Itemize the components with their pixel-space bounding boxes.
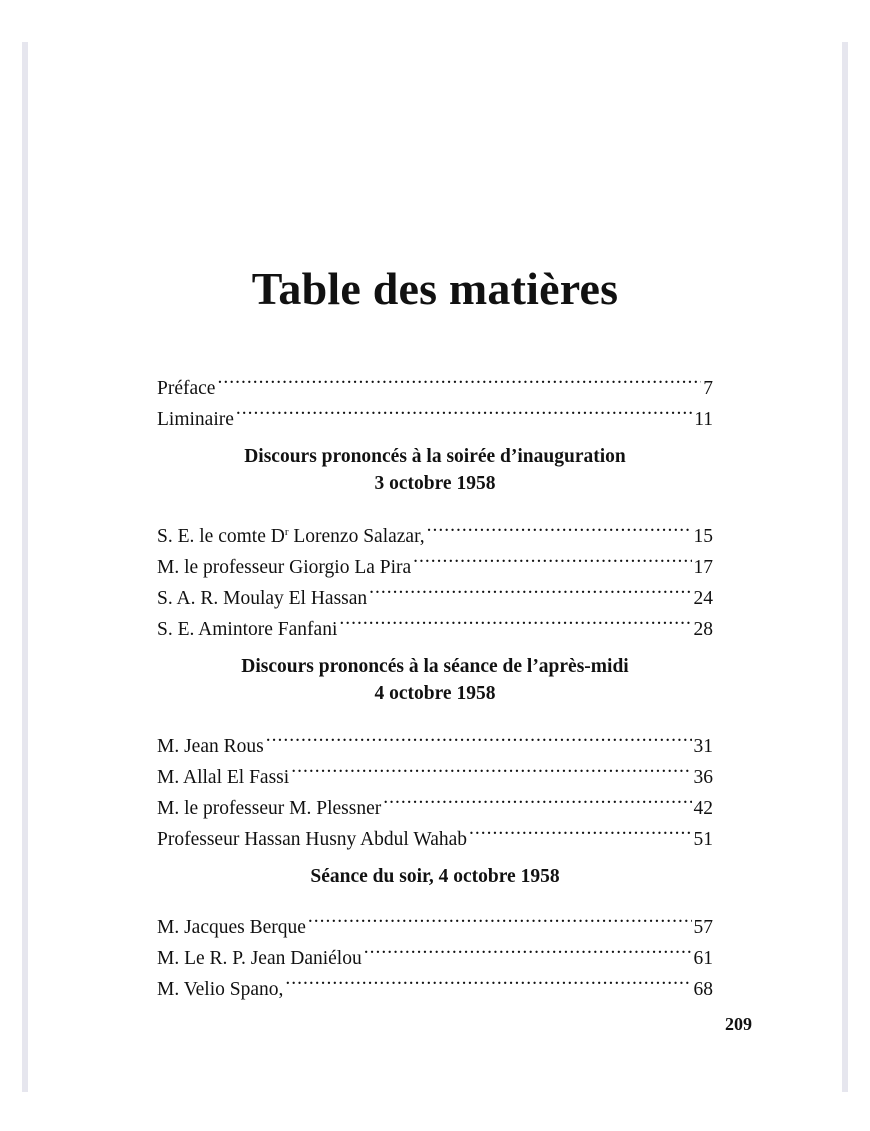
section-heading-date: 3 octobre 1958 <box>374 473 496 494</box>
toc-entry-page: 17 <box>693 557 713 578</box>
toc-entry-page: 42 <box>693 798 713 819</box>
page-title: Table des matières <box>251 263 619 314</box>
toc-entry-page: 36 <box>693 767 713 788</box>
toc-entry-label: M. le professeur M. Plessner <box>157 798 382 819</box>
toc-entry[interactable] <box>157 721 713 757</box>
dot-leader <box>308 902 692 933</box>
dot-leader <box>339 604 691 635</box>
toc-entry-label: M. Allal El Fassi <box>157 767 290 788</box>
toc-entry-label: M. le professeur Giorgio La Pira <box>157 557 412 578</box>
toc-entry-page: 11 <box>694 409 713 430</box>
toc-entry-label: S. E. le comte $D^r$ Lorenzo Salazar, <box>157 526 425 547</box>
toc-entry-page: 57 <box>693 917 713 938</box>
toc-entry-page: 68 <box>693 979 713 1000</box>
section-heading-title: Discours prononcés à la séance de l’après-midi <box>241 656 629 677</box>
toc-entry-page: 28 <box>693 619 713 640</box>
page-number: 209 <box>725 1014 752 1034</box>
section-heading-title: Séance du soir, 4 octobre 1958 <box>310 866 560 887</box>
section-heading-evening <box>157 863 713 890</box>
toc-entry-label: M. Velio Spano, <box>157 979 284 1000</box>
toc-entry-label: S. E. Amintore Fanfani <box>157 619 338 640</box>
toc-entry-page: 7 <box>703 378 713 399</box>
toc-entry-label: Liminaire <box>157 409 234 430</box>
toc-entry-label: S. A. R. Moulay El Hassan <box>157 588 368 609</box>
toc-entry-page: 51 <box>693 829 713 850</box>
dot-leader <box>469 814 691 845</box>
section-heading-afternoon <box>157 653 713 707</box>
table-of-contents <box>157 363 713 1000</box>
dot-leader <box>266 721 692 752</box>
toc-entry[interactable] <box>157 511 713 547</box>
dot-leader <box>427 511 692 542</box>
dot-leader <box>291 752 691 783</box>
toc-entry-page: 31 <box>693 736 713 757</box>
toc-entry-label: Professeur Hassan Husny Abdul Wahab <box>157 829 468 850</box>
toc-entry[interactable] <box>157 902 713 938</box>
toc-entry-liminaire[interactable] <box>157 394 713 430</box>
dot-leader <box>369 573 691 604</box>
dot-leader <box>236 394 692 425</box>
toc-entry-label: M. Le R. P. Jean Daniélou <box>157 948 362 969</box>
toc-entry-preface[interactable] <box>157 363 713 399</box>
dot-leader <box>285 964 691 995</box>
section-heading-title: Discours prononcés à la soirée d’inauguration <box>244 446 626 467</box>
dot-leader <box>217 363 701 394</box>
toc-entry-page: 24 <box>693 588 713 609</box>
toc-entry-label: Préface <box>157 378 216 399</box>
section-heading-inauguration <box>157 443 713 497</box>
toc-entry-page: 15 <box>693 526 713 547</box>
toc-entry-label: M. Jean Rous <box>157 736 264 757</box>
toc-entry-page: 61 <box>693 948 713 969</box>
dot-leader <box>383 783 691 814</box>
dot-leader <box>364 933 692 964</box>
section-heading-date: 4 octobre 1958 <box>374 683 496 704</box>
toc-entry-label: M. Jacques Berque <box>157 917 306 938</box>
dot-leader <box>413 542 691 573</box>
